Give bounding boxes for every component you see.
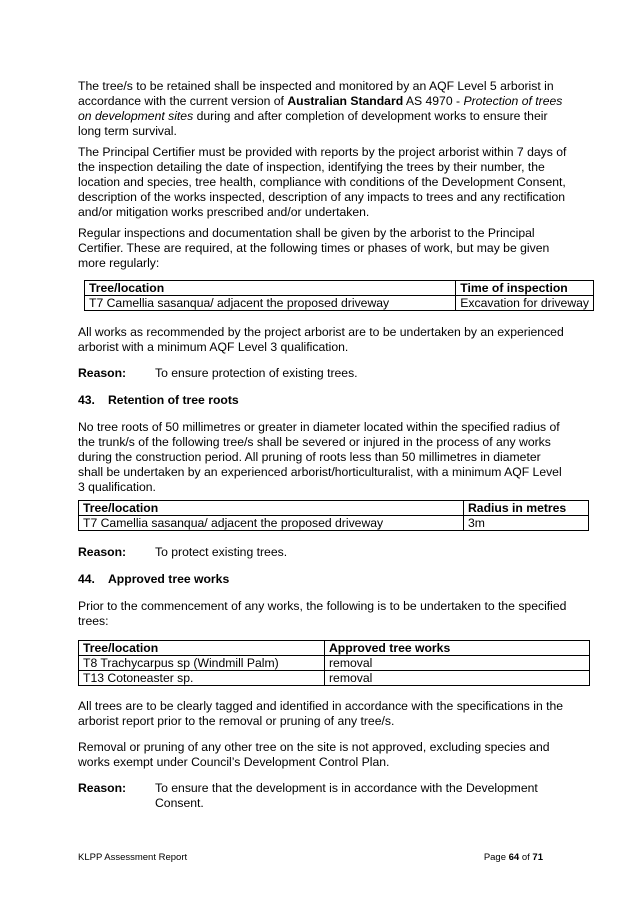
table-header-row <box>79 641 590 656</box>
table-row <box>79 516 589 531</box>
radius-table <box>78 500 589 531</box>
section-title: Retention of tree roots <box>108 393 239 407</box>
footer-report-title: KLPP Assessment Report <box>78 852 188 863</box>
column-header: Tree/location <box>85 281 456 296</box>
approved-works-table <box>78 640 590 686</box>
tree-monitoring-paragraph: The tree/s to be retained shall be inspected and monitored by an AQF Level 5 arborist in accordance with the current version of Australian Standard AS 4970 - Protection of trees on development sites during and after completion of development works to ensure their long term survival. <box>78 79 563 138</box>
footer-page-number: Page 64 of 71 <box>483 852 543 863</box>
table-row <box>79 656 590 671</box>
tree-roots-paragraph: No tree roots of 50 millimetres or greater in diameter located within the specified radius of the trunk/s of the following tree/s shall be severed or injured in the process of any works during the construction period. All pruning of roots less than 50 millimetres in diameter shall be undertaken by an experienced arborist/horticulturalist, with a minimum AQF Level 3 qualification. <box>78 420 562 494</box>
table-cell: 3m <box>464 516 589 531</box>
standard-name: Australian Standard <box>287 93 404 108</box>
table-header-row <box>79 501 589 516</box>
reason-label: Reason: <box>78 545 127 559</box>
column-header: Time of inspection <box>456 281 594 296</box>
inspection-paragraph: Regular inspections and documentation shall be given by the arborist to the Principal Certifier. These are required, at the following times or phases of work, but may be given more regularly: <box>78 226 550 270</box>
reason-label: Reason: <box>78 366 127 380</box>
table-cell: T7 Camellia sasanqua/ adjacent the proposed driveway <box>79 516 464 531</box>
tagging-paragraph: All trees are to be clearly tagged and identified in accordance with the specifications in the arborist report prior to the removal or pruning of any tree/s. <box>78 699 564 728</box>
table-cell: removal <box>325 656 590 671</box>
inspection-table <box>84 280 594 311</box>
table-cell: T8 Trachycarpus sp (Windmill Palm) <box>79 656 325 671</box>
qualification-paragraph: All works as recommended by the project arborist are to be undertaken by an experienced arborist with a minimum AQF Level 3 qualification. <box>78 325 564 354</box>
table-header-row <box>85 281 594 296</box>
table-cell: T7 Camellia sasanqua/ adjacent the proposed driveway <box>85 296 456 311</box>
prior-works-paragraph: Prior to the commencement of any works, the following is to be undertaken to the specified trees: <box>78 599 567 628</box>
reason-block <box>78 781 568 811</box>
reason-block <box>78 366 568 381</box>
column-header: Approved tree works <box>325 641 590 656</box>
removal-paragraph: Removal or pruning of any other tree on the site is not approved, excluding species and works exempt under Council’s Development Control Plan. <box>78 740 550 769</box>
section-number: 43. <box>78 393 95 407</box>
column-header: Tree/location <box>79 501 464 516</box>
reason-label: Reason: <box>78 781 127 795</box>
table-cell: removal <box>325 671 590 686</box>
table-cell: T13 Cotoneaster sp. <box>79 671 325 686</box>
section-number: 44. <box>78 572 95 586</box>
column-header: Tree/location <box>79 641 325 656</box>
current-page: 64 <box>508 852 520 863</box>
reason-block <box>78 545 568 560</box>
table-row <box>79 671 590 686</box>
standard-title: Protection of trees on development sites <box>78 93 563 123</box>
table-cell: Excavation for driveway <box>456 296 594 311</box>
total-pages: 71 <box>532 852 543 863</box>
reason-text: To ensure protection of existing trees. <box>155 366 358 380</box>
section-title: Approved tree works <box>108 572 230 586</box>
reason-text: To protect existing trees. <box>155 545 288 559</box>
section-heading-44 <box>78 572 229 587</box>
reason-text: To ensure that the development is in accordance with the Development Consent. <box>155 781 538 810</box>
table-row <box>85 296 594 311</box>
section-heading-43 <box>78 393 239 408</box>
column-header: Radius in metres <box>464 501 589 516</box>
arborist-report-paragraph: The Principal Certifier must be provided with reports by the project arborist within 7 days of the inspection detailing the date of inspection, identifying the trees by their number, the location and species, tree health, compliance with conditions of the Development Consent, description of the works inspected, description of any impacts to trees and any rectification and/or mitigation works prescribed and/or undertaken. <box>78 145 567 219</box>
